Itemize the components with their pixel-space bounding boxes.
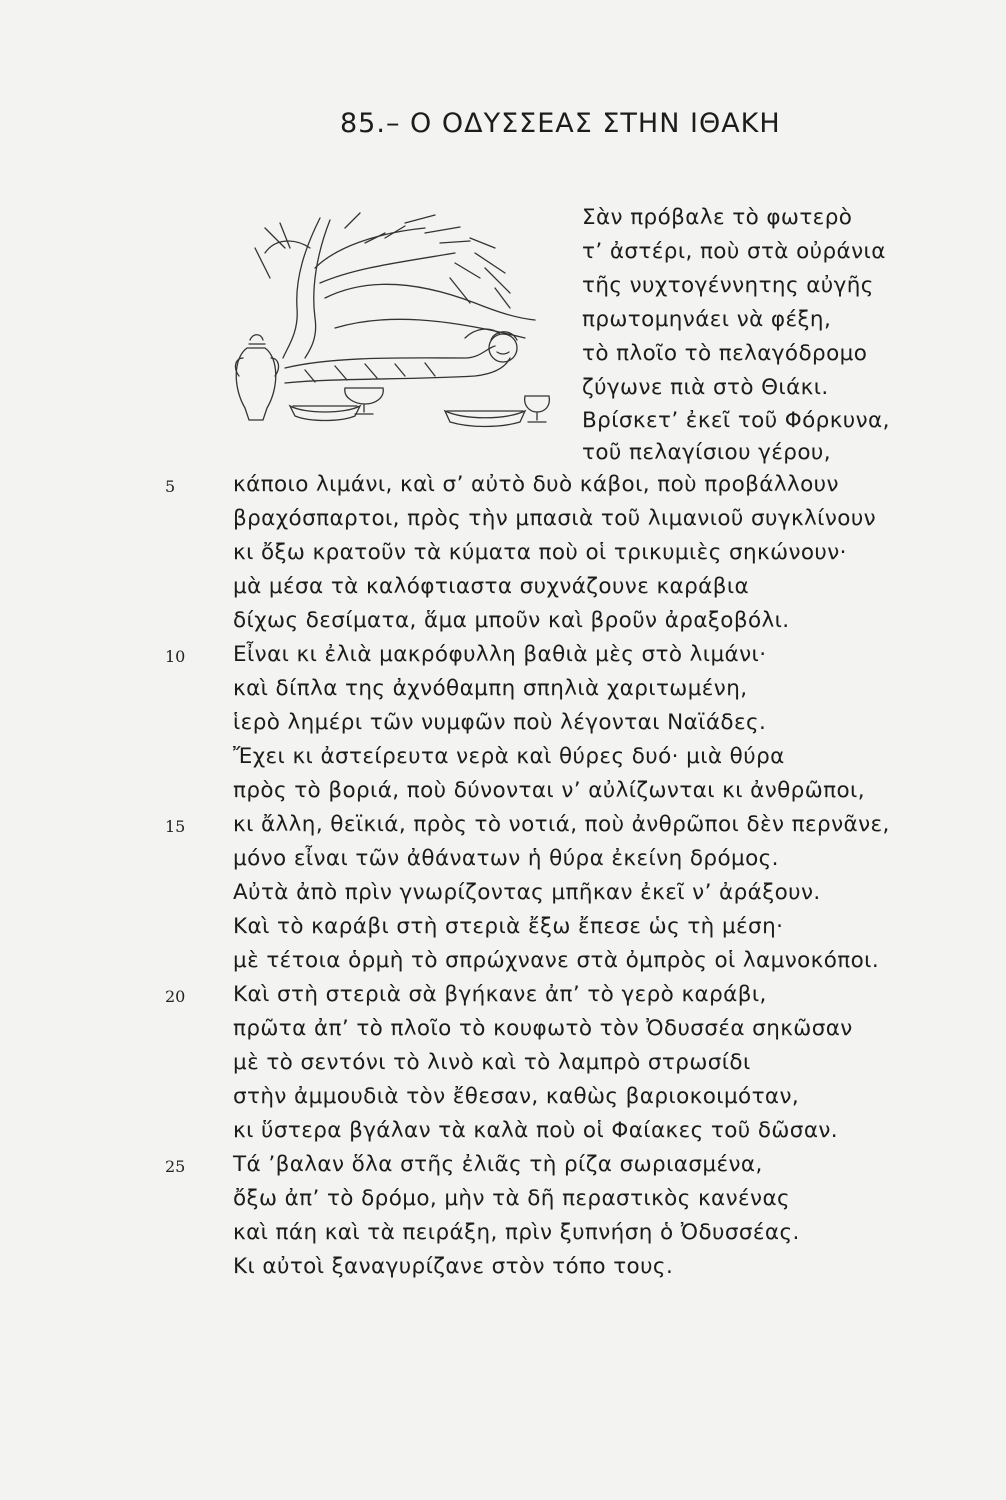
verse-line: πρωτομηνάει νὰ φέξη,: [582, 307, 832, 332]
verse-line: μὲ τὸ σεντόνι τὸ λινὸ καὶ τὸ λαμπρὸ στρωσίδι: [233, 1050, 751, 1075]
verse-line: τῆς νυχτογέννητης αὐγῆς: [582, 273, 874, 298]
line-number: 10: [165, 647, 186, 666]
verse-line: καὶ δίπλα της ἀχνόθαμπη σπηλιὰ χαριτωμένη,: [233, 676, 748, 701]
verse-line: Τά ’βαλαν ὅλα στῆς ἐλιᾶς τὴ ρίζα σωριασμένα,: [233, 1152, 763, 1177]
verse-line: καὶ πάη καὶ τὰ πειράξη, πρὶν ξυπνήση ὁ Ὀδυσσέας.: [233, 1220, 800, 1245]
verse-line: ἱερὸ λημέρι τῶν νυμφῶν ποὺ λέγονται Ναϊάδες.: [233, 710, 767, 735]
line-number: 5: [165, 477, 176, 496]
odysseus-sleeping-illustration-icon: [225, 208, 560, 436]
verse-line: κι ἄλλη, θεϊκιά, πρὸς τὸ νοτιά, ποὺ ἀνθρῶποι δὲν περνᾶνε,: [233, 812, 890, 837]
verse-line: τοῦ πελαγίσιου γέρου,: [582, 440, 831, 465]
verse-line: τ’ ἀστέρι, ποὺ στὰ οὐράνια: [582, 239, 886, 264]
verse-line: πρὸς τὸ βοριά, ποὺ δύνονται ν’ αὐλίζωνται κι ἀνθρῶποι,: [233, 778, 865, 803]
verse-line: κάποιο λιμάνι, καὶ σ’ αὐτὸ δυὸ κάβοι, ποὺ προβάλλουν: [233, 472, 839, 497]
verse-line: βραχόσπαρτοι, πρὸς τὴν μπασιὰ τοῦ λιμανιοῦ συγκλίνουν: [233, 506, 877, 531]
verse-line: Καὶ στὴ στεριὰ σὰ βγήκανε ἀπ’ τὸ γερὸ καράβι,: [233, 982, 767, 1007]
verse-line: κι ὕστερα βγάλαν τὰ καλὰ ποὺ οἱ Φαίακες τοῦ δῶσαν.: [233, 1118, 839, 1143]
verse-line: μὰ μέσα τὰ καλόφτιαστα συχνάζουνε καράβια: [233, 574, 750, 599]
verse-line: Ἔχει κι ἀστείρευτα νερὰ καὶ θύρες δυό· μιὰ θύρα: [233, 744, 785, 769]
verse-line: ζύγωνε πιὰ στὸ Θιάκι.: [582, 375, 829, 400]
verse-line: Βρίσκετ’ ἐκεῖ τοῦ Φόρκυνα,: [582, 408, 890, 433]
verse-line: δίχως δεσίματα, ἅμα μποῦν καὶ βροῦν ἀραξοβόλι.: [233, 608, 790, 633]
verse-line: Αὐτὰ ἀπὸ πρὶν γνωρίζοντας μπῆκαν ἐκεῖ ν’ ἀράξουν.: [233, 880, 821, 905]
verse-line: μόνο εἶναι τῶν ἀθάνατων ἡ θύρα ἐκείνη δρόμος.: [233, 846, 779, 871]
verse-line: κι ὄξω κρατοῦν τὰ κύματα ποὺ οἱ τρικυμιὲς σηκώνουν·: [233, 540, 847, 565]
line-number: 15: [165, 817, 186, 836]
verse-line: πρῶτα ἀπ’ τὸ πλοῖο τὸ κουφωτὸ τὸν Ὀδυσσέα σηκῶσαν: [233, 1016, 853, 1041]
verse-line: ὄξω ἀπ’ τὸ δρόμο, μὴν τὰ δῆ περαστικὸς κανένας: [233, 1186, 791, 1211]
verse-line: μὲ τέτοια ὁρμὴ τὸ σπρώχνανε στὰ ὀμπρὸς οἱ λαμνοκόποι.: [233, 948, 880, 973]
verse-line: Σὰν πρόβαλε τὸ φωτερὸ: [582, 205, 853, 230]
verse-line: στὴν ἀμμουδιὰ τὸν ἔθεσαν, καθὼς βαριοκοιμόταν,: [233, 1084, 800, 1109]
verse-line: Κι αὐτοὶ ξαναγυρίζανε στὸν τόπο τους.: [233, 1254, 674, 1279]
line-number: 20: [165, 987, 186, 1006]
page-title: 85.– Ο ΟΔΥΣΣΕΑΣ ΣΤΗΝ ΙΘΑΚΗ: [340, 108, 781, 139]
verse-line: τὸ πλοῖο τὸ πελαγόδρομο: [582, 341, 868, 366]
verse-line: Εἶναι κι ἐλιὰ μακρόφυλλη βαθιὰ μὲς στὸ λιμάνι·: [233, 642, 767, 667]
line-number: 25: [165, 1157, 186, 1176]
verse-line: Καὶ τὸ καράβι στὴ στεριὰ ἔξω ἔπεσε ὡς τὴ μέση·: [233, 914, 784, 939]
